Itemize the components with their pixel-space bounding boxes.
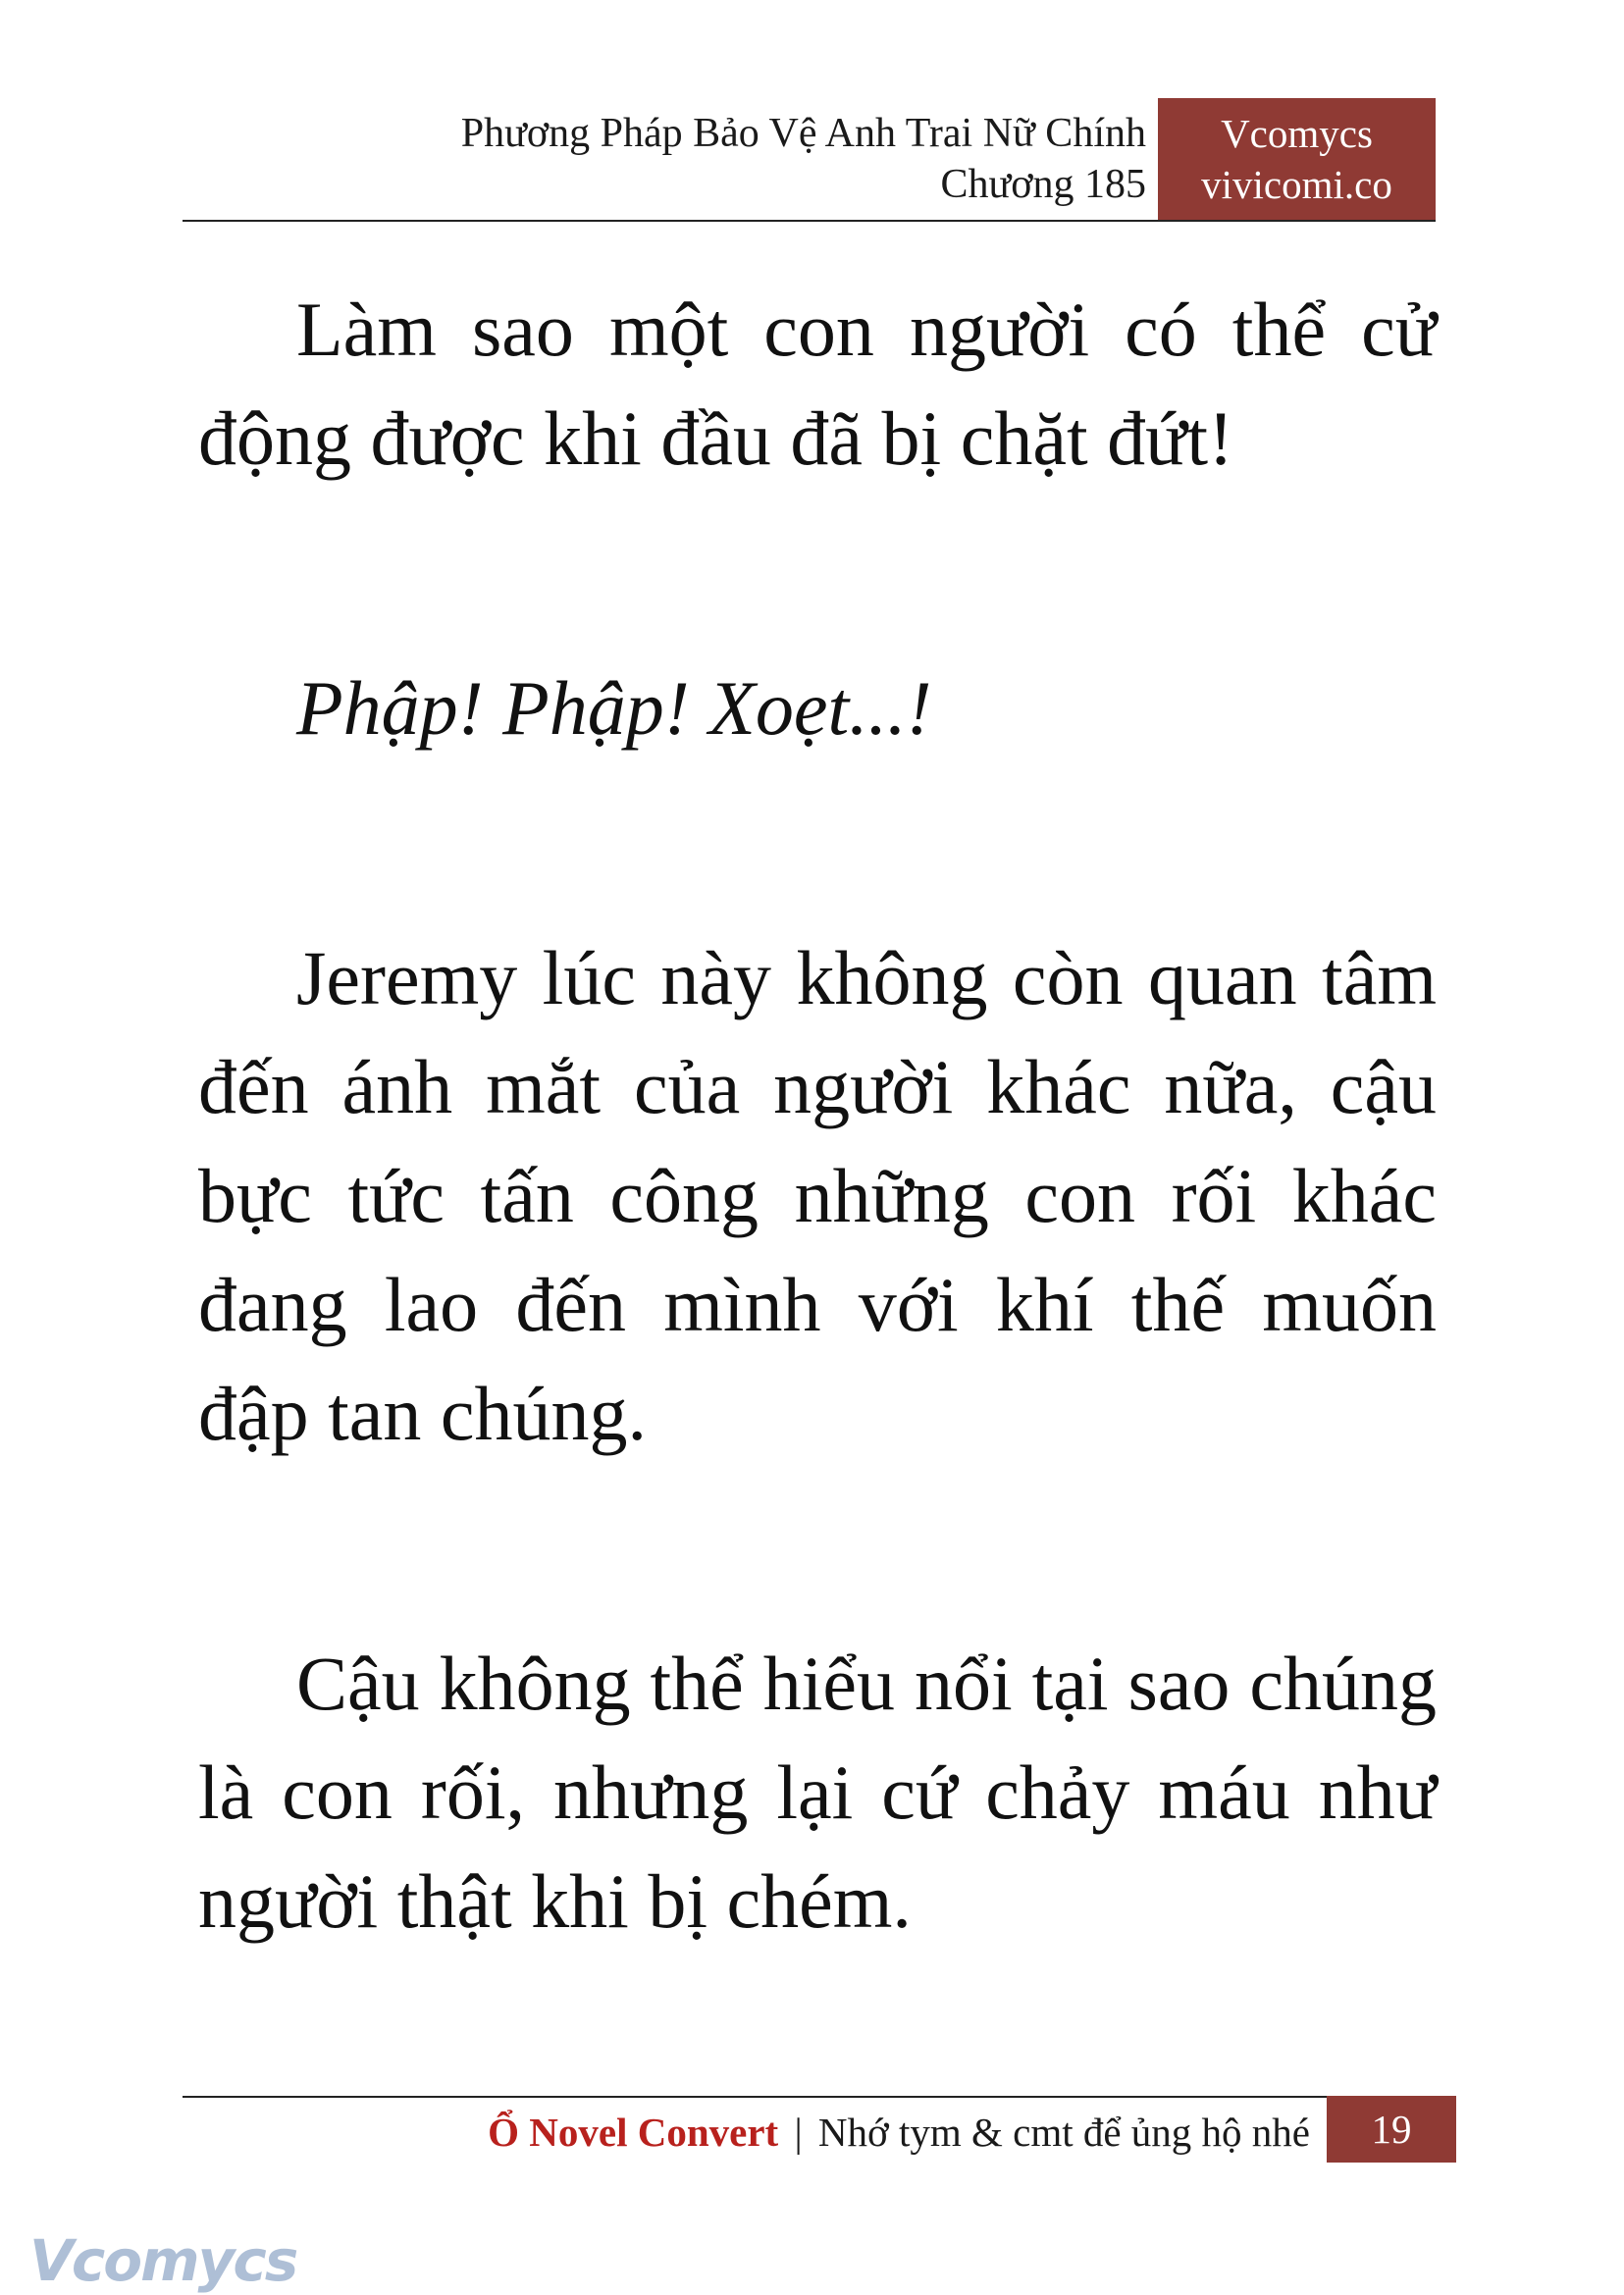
site-url: vivicomi.co <box>1201 162 1392 207</box>
page-header <box>263 108 1146 210</box>
sound-effect-paragraph: Phập! Phập! Xoẹt...! <box>296 665 932 751</box>
book-title: Phương Pháp Bảo Vệ Anh Trai Nữ Chính <box>460 111 1146 156</box>
footer-brand: Ổ Novel Convert <box>488 2110 779 2155</box>
chapter-body <box>198 275 1437 1956</box>
page-footer <box>488 2103 1310 2162</box>
vcomycs-logo-watermark: Vcomycs <box>29 2227 297 2294</box>
chapter-label: Chương 185 <box>940 162 1146 207</box>
footer-divider <box>183 2096 1456 2098</box>
page-number: 19 <box>1327 2096 1456 2163</box>
footer-message: Nhớ tym & cmt để ủng hộ nhé <box>817 2110 1310 2155</box>
site-badge <box>1158 98 1436 220</box>
paragraph: Jeremy lúc này không còn quan tâm đến ánh mắt của người khác nữa, cậu bực tức tấn công những con rối khác đang lao đến mình với khí thế muốn đập tan chúng. <box>198 935 1437 1456</box>
paragraph: Cậu không thể hiểu nổi tại sao chúng là con rối, nhưng lại cứ chảy máu như người thật khi bị chém. <box>198 1641 1437 1944</box>
paragraph: Làm sao một con người có thể cử động được khi đầu đã bị chặt đứt! <box>198 287 1437 481</box>
header-divider <box>183 220 1436 222</box>
site-name: Vcomycs <box>1221 111 1373 156</box>
footer-separator: | <box>794 2110 803 2155</box>
